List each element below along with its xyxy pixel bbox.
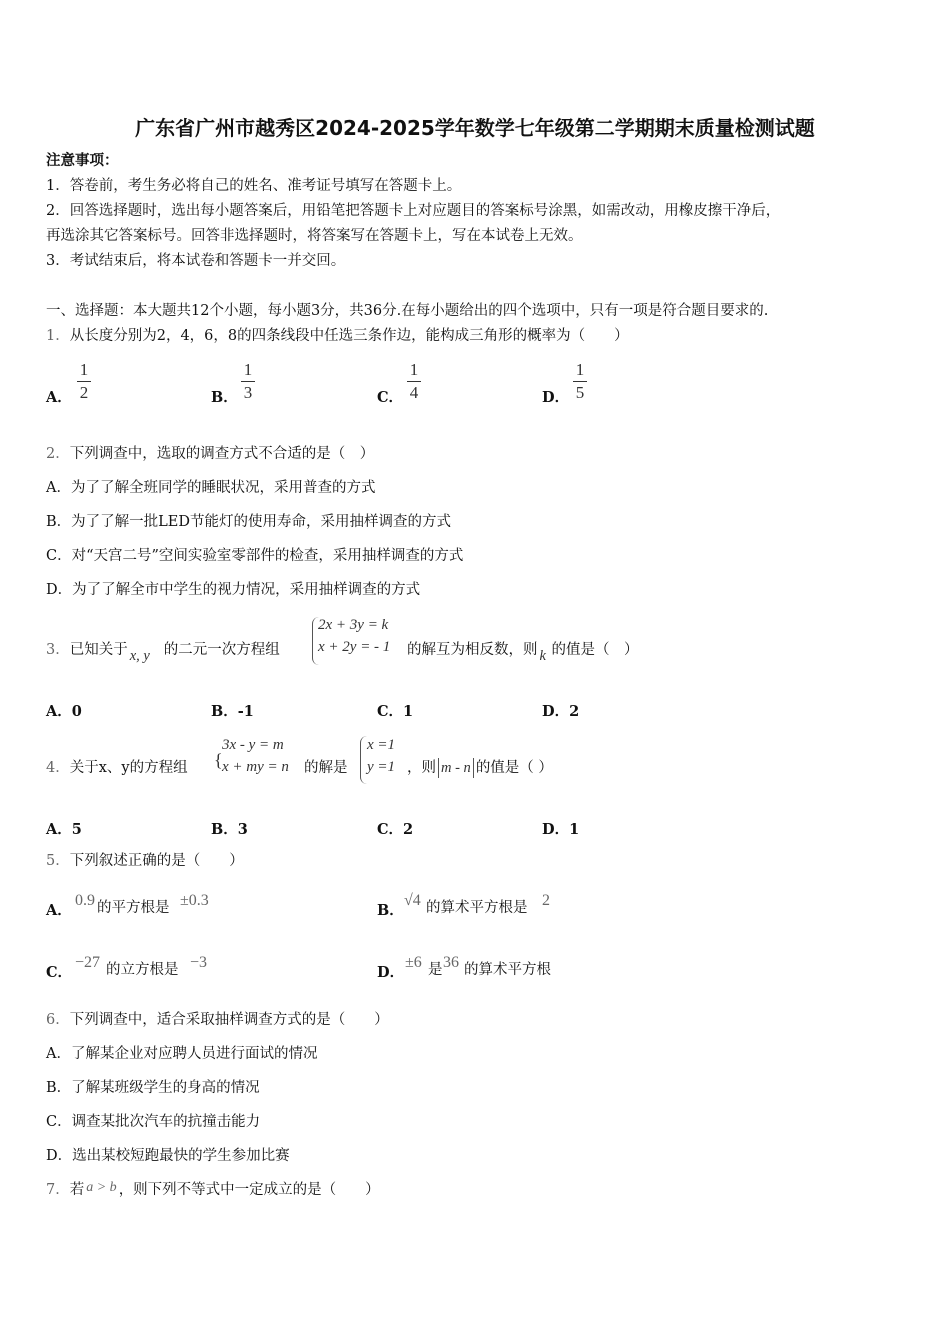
option-label: D．	[377, 964, 405, 981]
question-text: 已知关于	[69, 642, 128, 658]
option: C．1	[377, 703, 414, 720]
option-text: 的算术平方根	[464, 962, 551, 978]
question-number: 2．	[46, 446, 70, 462]
equation: y =1	[367, 759, 396, 775]
option: D．1	[542, 821, 580, 838]
option-label: A．	[46, 389, 72, 406]
question-1	[46, 326, 629, 346]
question-text: 的解是	[304, 760, 348, 776]
equation: x + 2y = - 1	[318, 639, 391, 655]
notice-item: 1．答卷前，考生务必将自己的姓名、准考证号填写在答题卡上。	[46, 178, 462, 194]
option-text: 的平方根是	[97, 900, 170, 916]
math-value: −27	[75, 954, 101, 971]
option-label: B．	[377, 902, 404, 919]
option-text: 的立方根是	[106, 962, 179, 978]
notice-heading: 注意事项：	[46, 152, 119, 169]
equation: x =1	[367, 737, 396, 753]
option: A．0	[46, 703, 82, 720]
question-text: 下列叙述正确的是（ ）	[69, 853, 244, 869]
equation-system	[222, 734, 289, 778]
numerator: 1	[79, 360, 89, 379]
math-value: 0.9	[75, 892, 95, 909]
question-4	[46, 758, 188, 778]
question-3	[46, 640, 280, 664]
option: D．2	[542, 703, 580, 720]
question-text: 若	[69, 1182, 85, 1198]
question-7	[46, 1180, 380, 1201]
question-text: 从长度分别为2，4，6，8的四条线段中任选三条作边，能构成三角形的概率为（ ）	[69, 328, 629, 344]
question-text: 关于x、y的方程组	[69, 760, 188, 776]
math-value: 36	[443, 954, 459, 971]
question-text: 的二元一次方程组	[163, 642, 280, 658]
question-2	[46, 444, 374, 464]
fraction	[76, 360, 92, 403]
notice-item: 2．回答选择题时，选出每小题答案后，用铅笔把答题卡上对应题目的答案标号涂黑，如需改动，用橡皮擦干净后，	[46, 203, 781, 219]
option: B．为了了解一批LED节能灯的使用寿命，采用抽样调查的方式	[46, 514, 451, 530]
numerator: 1	[409, 360, 419, 379]
math-value: √4	[404, 892, 421, 909]
fraction	[572, 360, 588, 403]
question-6	[46, 1010, 389, 1030]
option: B．-1	[211, 703, 254, 720]
question-number: 1．	[46, 328, 70, 344]
variables: x, y	[129, 648, 150, 664]
option: D．选出某校短跑最快的学生参加比赛	[46, 1148, 290, 1164]
brace-glyph: {	[214, 750, 223, 770]
option: D．为了了解全市中学生的视力情况，采用抽样调查的方式	[46, 582, 421, 598]
option: B．了解某班级学生的身高的情况	[46, 1080, 260, 1096]
option: A．5	[46, 821, 82, 838]
question-number: 5．	[46, 853, 70, 869]
option-text: 的算术平方根是	[426, 900, 528, 916]
denominator: 5	[575, 383, 585, 402]
section-heading: 一、选择题：本大题共12个小题，每小题3分，共36分.在每小题给出的四个选项中，只有一项是符合题目要求的.	[46, 303, 769, 319]
question-text: ，则	[407, 760, 436, 776]
abs-expression: m - n	[441, 760, 471, 776]
variable-k: k	[539, 648, 546, 664]
question-5	[46, 851, 244, 871]
question-text: 的值是（ ）	[475, 760, 553, 776]
option: A．了解某企业对应聘人员进行面试的情况	[46, 1046, 318, 1062]
question-number: 4．	[46, 760, 70, 776]
option: C．对“天宫二号”空间实验室零部件的检查，采用抽样调查的方式	[46, 548, 464, 564]
equation: 2x + 3y = k	[318, 617, 389, 633]
denominator: 2	[79, 383, 89, 402]
question-4-tail	[407, 758, 553, 778]
math-value: ±6	[405, 954, 422, 971]
option-label: C．	[377, 389, 404, 406]
question-text: 下列调查中，选取的调查方式不合适的是（ ）	[69, 446, 375, 462]
system-brace	[360, 736, 367, 784]
numerator: 1	[243, 360, 253, 379]
option-label: A．	[46, 902, 72, 919]
math-value: 2	[542, 892, 550, 909]
denominator: 3	[243, 383, 253, 402]
question-number: 3．	[46, 642, 70, 658]
option-text: 是	[428, 962, 443, 978]
option: B．3	[211, 821, 248, 838]
option: A．为了了解全班同学的睡眠状况，采用普查的方式	[46, 480, 376, 496]
notice-item: 再选涂其它答案标号。回答非选择题时，将答案写在答题卡上，写在本试卷上无效。	[46, 228, 583, 244]
notice-item: 3．考试结束后，将本试卷和答题卡一并交回。	[46, 253, 346, 269]
equation-system	[318, 614, 390, 658]
denominator: 4	[409, 383, 419, 402]
option-label: B．	[211, 389, 238, 406]
option: C．调查某批次汽车的抗撞击能力	[46, 1114, 261, 1130]
equation: x + my = n	[222, 759, 289, 775]
solution-system	[367, 734, 395, 778]
question-3-tail	[407, 640, 639, 664]
question-text: 的解互为相反数，则	[407, 642, 538, 658]
option-label: C．	[46, 964, 73, 981]
inequality: a > b	[86, 1180, 117, 1195]
question-text: 的值是（ ）	[551, 642, 639, 658]
question-number: 6．	[46, 1012, 70, 1028]
math-value: ±0.3	[180, 892, 209, 909]
option-label: D．	[542, 389, 570, 406]
equation: 3x - y = m	[222, 737, 284, 753]
math-value: −3	[190, 954, 208, 971]
question-text: 下列调查中，适合采取抽样调查方式的是（ ）	[69, 1012, 389, 1028]
option: C．2	[377, 821, 414, 838]
numerator: 1	[575, 360, 585, 379]
page-title: 广东省广州市越秀区2024-2025学年数学七年级第二学期期末质量检测试题	[135, 116, 815, 140]
question-text: ，则下列不等式中一定成立的是（ ）	[118, 1182, 380, 1198]
fraction	[240, 360, 256, 403]
question-number: 7．	[46, 1182, 70, 1198]
fraction	[406, 360, 422, 403]
